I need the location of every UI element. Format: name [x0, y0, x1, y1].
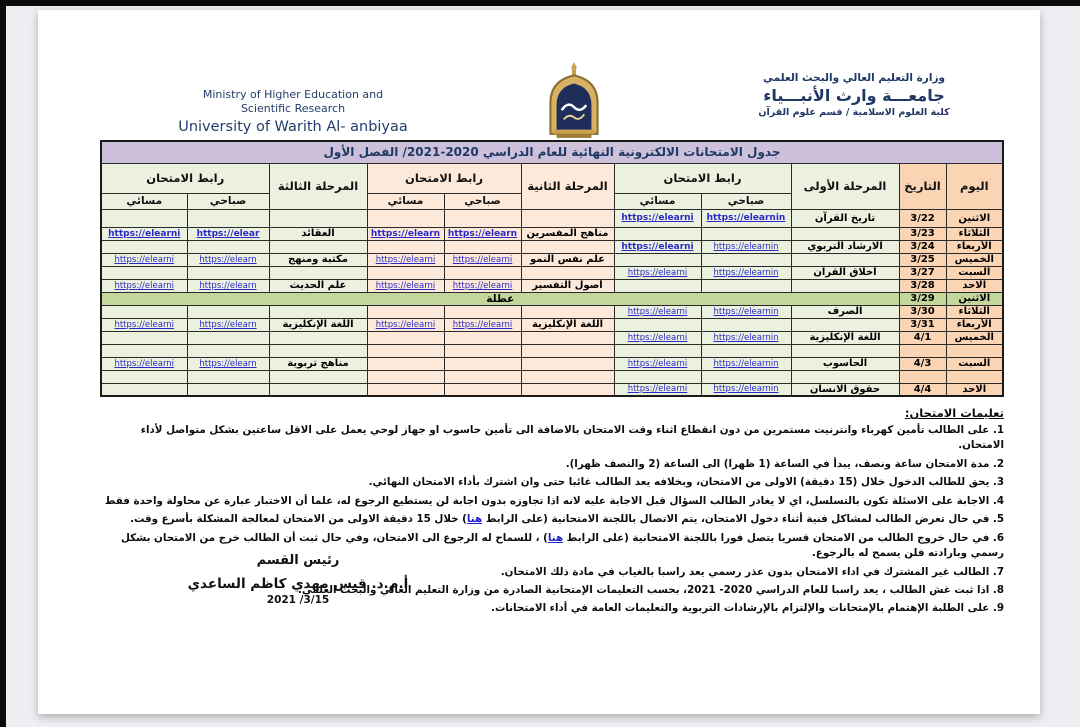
subject-cell: [521, 266, 614, 279]
exam-link[interactable]: https://elearni: [627, 267, 688, 278]
day-cell: الأربعاء: [946, 318, 1003, 331]
university-logo-icon: [530, 62, 618, 142]
signature-role: رئيس القسم: [256, 553, 340, 568]
subject-cell: [521, 357, 614, 370]
exam-link[interactable]: https://elear: [196, 228, 260, 239]
subject-cell: الارشاد التربوي: [791, 240, 899, 253]
instruction-item-5-text: 5. في حال تعرض الطالب لمشاكل فنية أثناء دخول الامتحان، يتم الاتصال باللجنة الامتحانية (على الرابط: [482, 513, 1004, 526]
table-row: [101, 279, 1003, 292]
exam-link[interactable]: https://elearn: [199, 319, 257, 330]
subheader-evening-stage1: مسائي: [614, 193, 701, 209]
subject-cell: تاريخ القرآن: [791, 209, 899, 227]
column-header-date: التاريخ: [899, 163, 946, 209]
subject-cell: [521, 240, 614, 253]
column-header-exam-link-stage3: رابط الامتحان: [101, 163, 269, 193]
date-cell: 3/27: [899, 266, 946, 279]
date-cell: 3/30: [899, 305, 946, 318]
exam-link[interactable]: https://elearni: [452, 319, 513, 330]
subject-cell: اللغة الإنكليزية: [269, 318, 367, 331]
day-cell: الأربعاء: [946, 240, 1003, 253]
exam-link[interactable]: https://elearn: [199, 280, 257, 291]
subject-cell: [521, 305, 614, 318]
table-row: [101, 240, 1003, 253]
day-cell: الاحد: [946, 383, 1003, 396]
subject-cell: مكتبة ومنهج: [269, 253, 367, 266]
day-cell: [946, 344, 1003, 357]
table-row: [101, 227, 1003, 240]
date-cell: [899, 344, 946, 357]
table-row: [101, 331, 1003, 344]
column-header-exam-link-stage1: رابط الامتحان: [614, 163, 791, 193]
date-cell: 4/4: [899, 383, 946, 396]
date-cell: 3/23: [899, 227, 946, 240]
subheader-morning-stage3: صباحي: [187, 193, 269, 209]
day-cell: الخميس: [946, 253, 1003, 266]
exam-link[interactable]: https://elearni: [114, 254, 175, 265]
subject-cell: [269, 240, 367, 253]
column-header-stage1: المرحلة الأولى: [791, 163, 899, 209]
ministry-name-en: [148, 88, 438, 116]
date-cell: [899, 370, 946, 383]
exam-link[interactable]: https://elearni: [375, 319, 436, 330]
date-cell: 3/31: [899, 318, 946, 331]
subject-cell: الحاسوب: [791, 357, 899, 370]
exam-link[interactable]: https://elearnin: [706, 213, 786, 223]
exam-link[interactable]: https://elearni: [375, 254, 436, 265]
exam-link[interactable]: https://elearnin: [713, 358, 779, 369]
table-row: [101, 318, 1003, 331]
exam-link[interactable]: https://elearnin: [713, 306, 779, 317]
exam-link[interactable]: https://elearnin: [713, 384, 779, 395]
day-cell: السبت: [946, 266, 1003, 279]
exam-link[interactable]: https://elearn: [199, 358, 257, 369]
day-cell: الثلاثاء: [946, 305, 1003, 318]
exam-link[interactable]: https://elearni: [627, 384, 688, 395]
instruction-item-6-text: 6. في حال خروج الطالب من الامتحان قسريا يتصل فورا باللجنة الامتحانية (على الرابط: [563, 531, 1004, 544]
exam-schedule-table: [100, 140, 1004, 397]
exam-link[interactable]: https://elearn: [447, 228, 518, 239]
subheader-evening-stage3: مسائي: [101, 193, 187, 209]
ministry-en-line2: Scientific Research: [240, 101, 346, 115]
subject-cell: مناهج تربوية: [269, 357, 367, 370]
letterhead-english: [148, 88, 438, 135]
date-cell: 3/25: [899, 253, 946, 266]
subject-cell: اللغة الإنكليزية: [791, 331, 899, 344]
table-row-empty: [101, 344, 1003, 357]
subject-cell: [521, 209, 614, 227]
column-header-exam-link-stage2: رابط الامتحان: [367, 163, 521, 193]
table-row-empty: [101, 370, 1003, 383]
ministry-en-line1: Ministry of Higher Education and: [202, 88, 384, 101]
day-cell: الاحد: [946, 279, 1003, 292]
subject-cell: مناهج المفسرين: [521, 227, 614, 240]
date-cell: 3/24: [899, 240, 946, 253]
subject-cell: اخلاق القرآن: [791, 266, 899, 279]
instruction-item-5: [92, 512, 1004, 527]
date-cell: 4/3: [899, 357, 946, 370]
table-row: [101, 357, 1003, 370]
subject-cell: [269, 305, 367, 318]
instruction-item-3: 3. يحق للطالب الدخول خلال (15 دقيقة) الاولى من الامتحان، وبخلافه يعد الطالب غائبا حتى وان اشترك بأداء الامتحان النهائي.: [368, 476, 1004, 489]
subject-cell: [269, 209, 367, 227]
table-title: جدول الامتحانات الالكترونية النهائية للعام الدراسي 2020-2021/ الفصل الأول: [101, 141, 1003, 163]
subheader-morning-stage2: صباحي: [444, 193, 521, 209]
date-cell: 3/28: [899, 279, 946, 292]
document-page: [38, 10, 1040, 714]
holiday-cell: عطلة: [101, 292, 899, 305]
exam-link[interactable]: https://elearni: [452, 280, 513, 291]
instructions-title: تعليمات الامتحان:: [904, 406, 1004, 420]
table-row: [101, 305, 1003, 318]
day-cell: [946, 370, 1003, 383]
photo-edge-left: [0, 0, 6, 727]
subject-cell: [791, 227, 899, 240]
day-cell: الاثنين: [946, 292, 1003, 305]
exam-link[interactable]: https://elearni: [621, 213, 694, 223]
here-link[interactable]: هنا: [466, 513, 483, 526]
column-header-day: اليوم: [946, 163, 1003, 209]
subject-cell: [269, 331, 367, 344]
subject-cell: علم الحديث: [269, 279, 367, 292]
table-row: [101, 253, 1003, 266]
exam-link[interactable]: https://elearni: [114, 319, 175, 330]
instruction-item-8: 8. اذا ثبت غش الطالب ، يعد راسبا للعام الدراسي 2020- 2021، بحسب التعليمات الإمتحانية الصادرة من وزارة التعليم العالي والبحث العلمي.: [297, 583, 1004, 596]
instruction-item-4: 4. الاجابة على الاسئلة تكون بالتسلسل، اي لا يغادر الطالب السؤال قبل الاجابة عليه لانه اذا تجاوزه بدون اجابة لن يستطيع الرجوع له، علما أن الاختبار عبارة عن محاولة واحدة فقط: [104, 494, 1004, 507]
subject-cell: [521, 331, 614, 344]
subject-cell: الصرف: [791, 305, 899, 318]
table-row: [101, 266, 1003, 279]
instruction-item-6-text-cont: ) ، للسماح له الرجوع الى الامتحان، وفي حال ثبت أن الطالب خرج من الامتحان بشكل رسمي وبارادته فلن يسمح له بالرجوع.: [120, 531, 1004, 560]
instruction-item-5-text-cont: ) خلال 15 دقيقة الاولى من الامتحان لمعالجة المشكلة بأسرع وقت.: [130, 513, 467, 526]
exam-link[interactable]: https://elearn: [199, 254, 257, 265]
ministry-name-ar: وزارة التعليم العالي والبحث العلمي: [762, 72, 946, 84]
instruction-item-1: 1. على الطالب تأمين كهرباء وانترنيت مستمرين من دون انقطاع اثناء وقت الامتحان بالاضافة الى تأمين حاسوب او جهاز لوحي يعمل على الاقل ساعتين بشكل متواصل لأداء الامتحان.: [140, 424, 1004, 452]
university-name-ar: جامعـــة وارث الأنبـــياء: [763, 86, 945, 105]
here-link[interactable]: هنا: [547, 531, 564, 544]
column-header-stage2: المرحلة الثانية: [521, 163, 614, 209]
subject-cell: اللغة الإنكليزية: [521, 318, 614, 331]
table-row: [101, 209, 1003, 227]
subject-cell: العقائد: [269, 227, 367, 240]
date-cell: 4/1: [899, 331, 946, 344]
day-cell: الاثنين: [946, 209, 1003, 227]
exam-link[interactable]: https://elearnin: [713, 332, 779, 343]
exam-link[interactable]: https://elearni: [627, 332, 688, 343]
signature-name: أ.م.د. قيس مهدي كاظم الساعدي: [187, 576, 409, 592]
exam-link[interactable]: https://elearni: [627, 358, 688, 369]
exam-link[interactable]: https://elearni: [452, 254, 513, 265]
exam-link[interactable]: https://elearni: [114, 358, 175, 369]
instruction-item-7: 7. الطالب غير المشترك في اداء الامتحان بدون عذر رسمي يعد راسبا بالغياب في مادة ذلك الامتحان.: [500, 565, 1004, 578]
exam-link[interactable]: https://elearni: [621, 241, 694, 252]
subheader-evening-stage2: مسائي: [367, 193, 444, 209]
day-cell: السبت: [946, 357, 1003, 370]
subject-cell: [791, 279, 899, 292]
university-name-en: University of Warith Al- anbiyaa: [178, 118, 408, 135]
subject-cell: [521, 383, 614, 396]
table-row: [101, 383, 1003, 396]
exam-link[interactable]: https://elearni: [627, 306, 688, 317]
exam-link[interactable]: https://elearni: [375, 280, 436, 291]
signature-date: 2021 /3/15: [266, 594, 330, 606]
subject-cell: علم نفس النمو: [521, 253, 614, 266]
instruction-item-9: 9. على الطلبة الإهتمام بالإمتحانات والإلتزام بالإرشادات التربوية والتعليمات العامة في أداء الامتحانات.: [491, 602, 1004, 615]
exam-link[interactable]: https://elearnin: [713, 267, 779, 278]
subject-cell: [269, 383, 367, 396]
subject-cell: [791, 318, 899, 331]
instruction-item-2: 2. مدة الامتحان ساعة ونصف، يبدأ في الساعة (1 ظهرا) الى الساعة (2 والنصف ظهرا).: [565, 457, 1004, 470]
day-cell: الثلاثاء: [946, 227, 1003, 240]
date-cell: 3/29: [899, 292, 946, 305]
exam-link[interactable]: https://elearn: [370, 228, 441, 239]
subject-cell: حقوق الانسان: [791, 383, 899, 396]
day-cell: الخميس: [946, 331, 1003, 344]
photo-edge-top: [0, 0, 1080, 6]
date-cell: 3/22: [899, 209, 946, 227]
holiday-row: [101, 292, 1003, 305]
college-department-ar: كلية العلوم الاسلامية / قسم علوم القرآن: [758, 107, 950, 118]
subject-cell: [269, 266, 367, 279]
column-header-stage3: المرحلة الثالثة: [269, 163, 367, 209]
exam-link[interactable]: https://elearnin: [713, 241, 779, 252]
exam-link[interactable]: https://elearni: [108, 228, 181, 239]
signature-block: [178, 553, 418, 606]
exam-link[interactable]: https://elearni: [114, 280, 175, 291]
subheader-morning-stage1: صباحي: [701, 193, 791, 209]
subject-cell: أصول التفسير: [521, 279, 614, 292]
letterhead-arabic: [704, 72, 1004, 118]
subject-cell: [791, 253, 899, 266]
